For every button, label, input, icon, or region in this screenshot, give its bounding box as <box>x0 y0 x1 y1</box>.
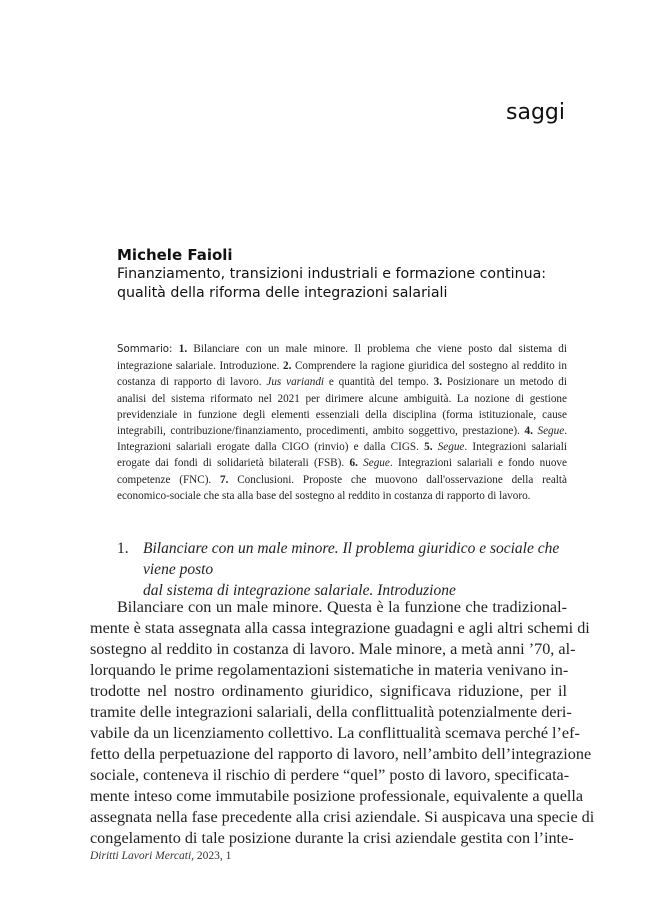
summary-segment: 2. <box>283 360 292 373</box>
summary-segment: 4. <box>524 425 533 438</box>
body-line: sostegno al reddito in costanza di lavoro. Male minore, a metà anni ’70, al- <box>90 640 576 658</box>
article-title <box>117 265 587 303</box>
section-label: saggi <box>506 100 565 125</box>
section-heading-line: dal sistema di integrazione salariale. Introduzione <box>143 582 456 599</box>
section-heading <box>117 538 577 601</box>
body-line: sociale, conteneva il rischio di perdere “quel” posto di lavoro, specificata- <box>90 766 570 784</box>
summary-segment: Conclusioni. Proposte che muovono dall'osservazione della realtà economico-sociale che sta alla base del sostegno al reddito in costanza di rapporto di lavoro. <box>117 473 567 502</box>
summary-segment: Bilanciare con un male minore. Il problema che viene posto dal sistema di integrazione salariale. Introduzione. <box>117 343 568 373</box>
summary-segment: . Integrazioni salariali erogate dalla CIGO (rinvio) e dalla CIGS. <box>117 425 567 454</box>
summary-segment: e quantità del tempo. <box>324 376 434 389</box>
summary-segment: Segue <box>437 441 465 454</box>
summary-segment: 3. <box>433 376 442 389</box>
body-line: lorquando le prime regolamentazioni sistematiche in materia venivano in- <box>90 661 569 679</box>
summary-segment: Segue <box>363 457 390 470</box>
section-number: 1. <box>117 540 129 557</box>
journal-issue: , 2023, 1 <box>191 850 232 862</box>
summary-segment: Posizionare un metodo di analisi del sistema riformato nel 2021 per dirimere alcune ambiguità. La nozione di gestione previdenziale in funzione degli elementi essenziali della disciplina (forma istituzionale, cause integrabili, contribuzione/finanziamento, procedimenti, ambito soggettivo, prestazione). <box>117 376 567 438</box>
summary-segment: Jus variandi <box>266 376 325 389</box>
summary-segment: 7. <box>220 473 229 486</box>
summary-segment: Segue <box>537 425 565 438</box>
journal-name: Diritti Lavori Mercati <box>90 850 192 862</box>
section-heading-line: Bilanciare con un male minore. Il problema giuridico e sociale che viene posto <box>143 540 560 578</box>
body-paragraph <box>90 597 595 849</box>
body-line: vabile da un licenziamento collettivo. La conflittualità scemava perché l’ef- <box>90 724 580 742</box>
summary-segment: 1. <box>178 343 188 355</box>
body-line: mente inteso come immutabile posizione professionale, equivalente a quella <box>90 787 584 805</box>
page-footer <box>90 850 231 862</box>
body-line: Bilanciare con un male minore. Questa è la funzione che tradizional- <box>117 598 567 616</box>
summary-segment: . Integrazioni salariali e fondo nuove competenze (FNC). <box>117 457 567 486</box>
summary-segment: Comprendere la ragione giuridica del sostegno al reddito in costanza di rapporto di lavoro. <box>117 360 567 389</box>
article-author: Michele Faioli <box>117 246 233 264</box>
summary-segment: . Integrazioni salariali erogate dai fondi di solidarietà bilaterali (FSB). <box>117 441 567 470</box>
body-line: congelamento di tale posizione durante la crisi aziendale gestita con l’inte- <box>90 829 574 847</box>
body-line: mente è stata assegnata alla cassa integrazione guadagni e agli altri schemi di <box>90 619 590 637</box>
summary-lead: Sommario: <box>117 344 173 355</box>
body-line: tramite delle integrazioni salariali, della conflittualità potenzialmente deri- <box>90 703 572 721</box>
summary-body <box>117 343 567 502</box>
summary-segment: 6. <box>349 457 358 470</box>
summary-segment: 5. <box>424 441 433 454</box>
body-line: fetto della perpetuazione del rapporto di lavoro, nell’ambito dell’integrazione <box>90 745 592 763</box>
article-title-line: Finanziamento, transizioni industriali e formazione continua: <box>117 266 547 282</box>
article-title-line: qualità della riforma delle integrazioni salariali <box>117 285 448 301</box>
body-line: assegnata nella fase precedente alla crisi aziendale. Si auspicava una specie di <box>90 808 595 826</box>
body-line: trodotte nel nostro ordinamento giuridico, significava riduzione, per il <box>90 682 567 700</box>
article-summary <box>117 341 567 504</box>
